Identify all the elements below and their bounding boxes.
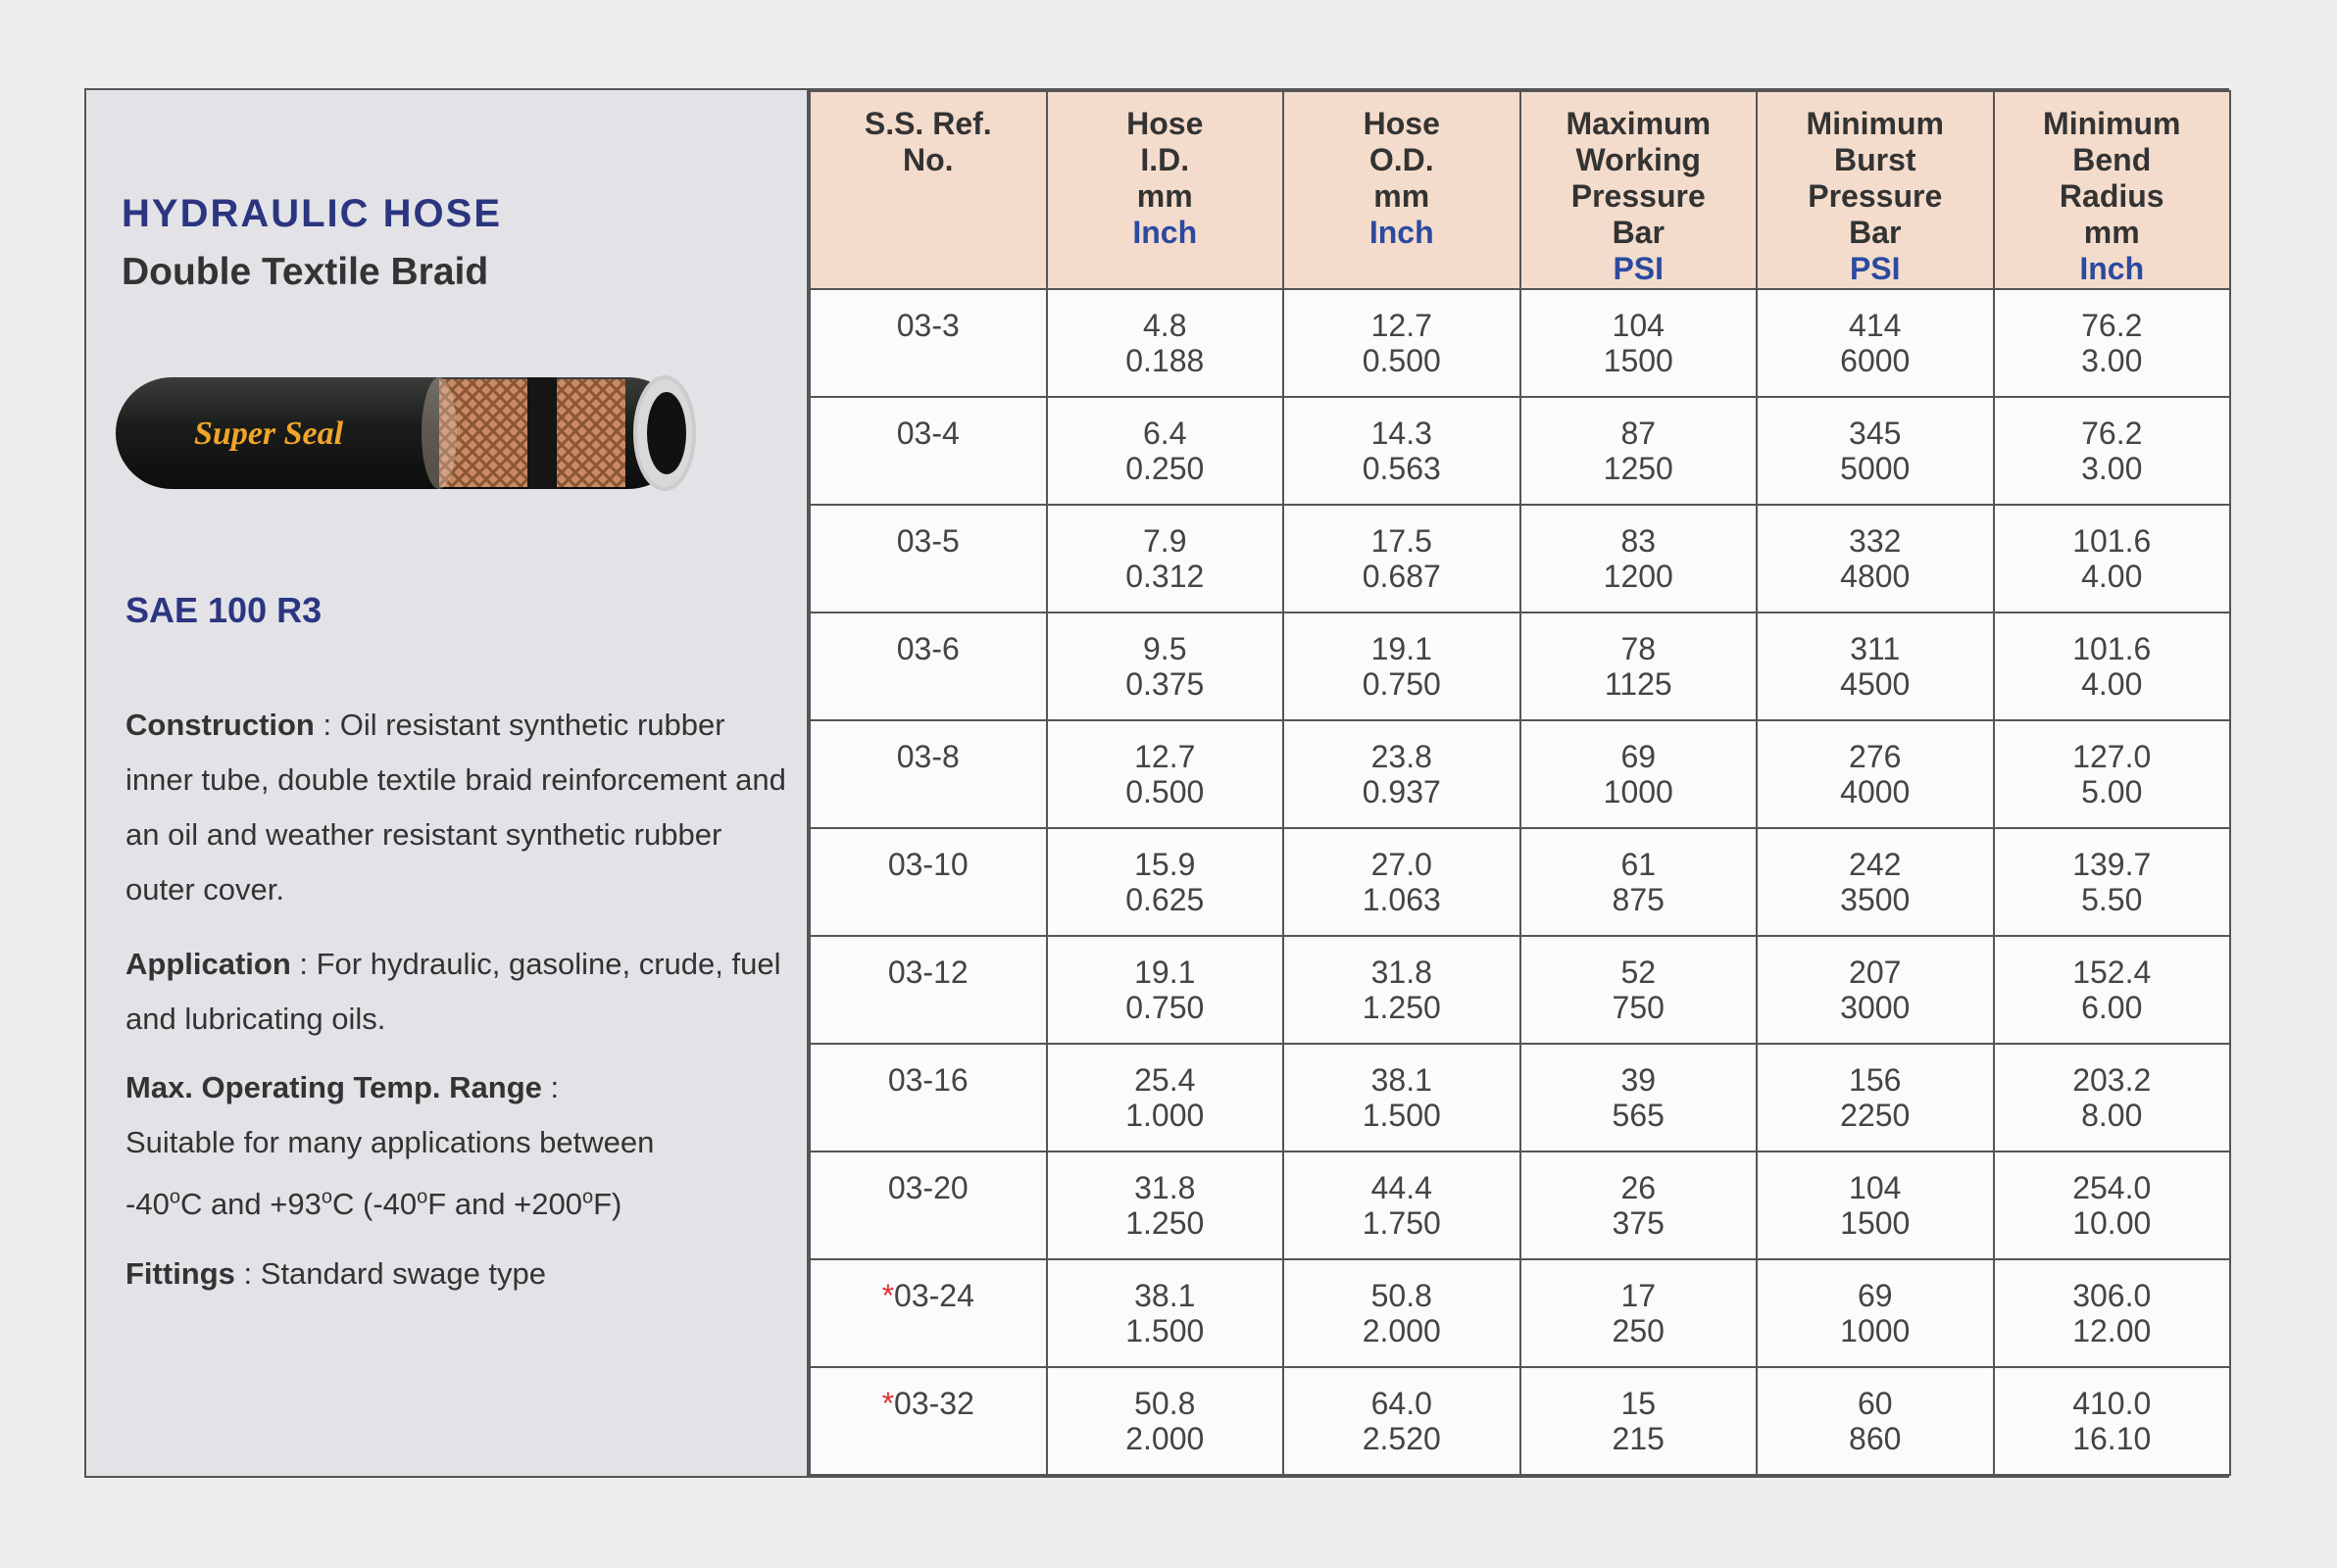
cell-hose-od [1283, 1044, 1520, 1152]
imperial-value: 1500 [1840, 1205, 1911, 1241]
table-row [810, 397, 2230, 505]
cell-hose-od [1283, 1152, 1520, 1259]
metric-value: 414 [1849, 308, 1902, 343]
imperial-value: 5000 [1840, 451, 1911, 486]
cell-hose-od [1283, 828, 1520, 936]
cell-ref [810, 397, 1047, 505]
cell-hose-id [1047, 1152, 1284, 1259]
imperial-value: 750 [1612, 990, 1665, 1025]
ref-value: 03-4 [896, 416, 960, 451]
imperial-value: 1500 [1603, 343, 1673, 378]
imperial-value: 1200 [1603, 559, 1673, 594]
table-row [810, 1259, 2230, 1367]
cell-bend-radius [1994, 289, 2231, 397]
header-line: O.D. [1368, 142, 1434, 177]
cell-bend-radius [1994, 828, 2231, 936]
metric-value: 38.1 [1134, 1278, 1196, 1313]
ref-value: 03-8 [896, 739, 960, 774]
metric-value: 83 [1620, 523, 1657, 559]
cell-working-pressure [1520, 289, 1758, 397]
metric-value: 15 [1620, 1386, 1657, 1421]
imperial-value: 0.750 [1125, 990, 1205, 1025]
metric-value: 127.0 [2072, 739, 2152, 774]
fittings-text: Standard swage type [260, 1256, 547, 1291]
metric-value: 14.3 [1370, 416, 1432, 451]
cell-burst-pressure [1757, 1044, 1994, 1152]
header-line: mm [1373, 178, 1430, 214]
imperial-value: 10.00 [2072, 1205, 2152, 1241]
metric-value: 69 [1620, 739, 1657, 774]
imperial-value: 12.00 [2072, 1313, 2152, 1348]
imperial-value: 2250 [1840, 1098, 1911, 1133]
header-line: mm [2083, 215, 2140, 250]
cell-working-pressure [1520, 397, 1758, 505]
metric-value: 101.6 [2072, 631, 2152, 666]
cell-bend-radius [1994, 720, 2231, 828]
cell-bend-radius [1994, 1044, 2231, 1152]
cell-hose-id [1047, 1367, 1284, 1475]
header-line: Pressure [1570, 178, 1706, 214]
cell-hose-id [1047, 1259, 1284, 1367]
metric-value: 31.8 [1134, 1170, 1196, 1205]
header-unit: PSI [1849, 251, 1901, 286]
header-line: Minimum [2043, 106, 2181, 141]
metric-value: 19.1 [1134, 955, 1196, 990]
table-header-row [810, 91, 2230, 289]
cell-working-pressure [1520, 828, 1758, 936]
cell-burst-pressure [1757, 612, 1994, 720]
cell-burst-pressure [1757, 1259, 1994, 1367]
imperial-value: 0.937 [1362, 774, 1441, 809]
cell-burst-pressure [1757, 828, 1994, 936]
header-line: Working [1575, 142, 1701, 177]
header-hose-id [1047, 91, 1284, 289]
imperial-value: 1000 [1840, 1313, 1911, 1348]
application-label: Application [125, 947, 291, 981]
cell-working-pressure [1520, 720, 1758, 828]
ref-value: 03-32 [894, 1386, 974, 1421]
cell-hose-od [1283, 720, 1520, 828]
cell-hose-od [1283, 505, 1520, 612]
construction-label: Construction [125, 708, 315, 742]
table-row [810, 612, 2230, 720]
cell-ref [810, 1152, 1047, 1259]
header-line: Bar [1849, 215, 1902, 250]
imperial-value: 4.00 [2081, 666, 2143, 702]
metric-value: 101.6 [2072, 523, 2152, 559]
product-subtitle: Double Textile Braid [122, 251, 489, 293]
imperial-value: 5.50 [2081, 882, 2143, 917]
header-bend-radius [1994, 91, 2231, 289]
metric-value: 6.4 [1143, 416, 1187, 451]
cell-burst-pressure [1757, 1152, 1994, 1259]
cell-ref [810, 936, 1047, 1044]
metric-value: 23.8 [1370, 739, 1432, 774]
cell-bend-radius [1994, 397, 2231, 505]
ref-value: 03-5 [896, 523, 960, 559]
metric-value: 332 [1849, 523, 1902, 559]
header-unit: Inch [1368, 215, 1434, 250]
metric-value: 31.8 [1370, 955, 1432, 990]
header-line: Hose [1126, 106, 1204, 141]
header-line: Hose [1363, 106, 1440, 141]
metric-value: 15.9 [1134, 847, 1196, 882]
header-burst-pressure [1757, 91, 1994, 289]
spec-sheet [84, 88, 2229, 1478]
header-hose-od [1283, 91, 1520, 289]
cell-ref [810, 505, 1047, 612]
metric-value: 311 [1850, 631, 1901, 666]
cell-working-pressure [1520, 1152, 1758, 1259]
cell-working-pressure [1520, 1259, 1758, 1367]
metric-value: 410.0 [2072, 1386, 2152, 1421]
temp-text: Suitable for many applications between [125, 1125, 655, 1159]
imperial-value: 0.500 [1125, 774, 1205, 809]
imperial-value: 6.00 [2081, 990, 2143, 1025]
construction-text: Oil resistant synthetic rubber inner tube, double textile braid reinforcement and an oil and weather resistant synthetic rubber outer cover. [125, 708, 786, 906]
imperial-value: 1125 [1604, 666, 1672, 702]
ref-value: 03-6 [896, 631, 960, 666]
imperial-value: 6000 [1840, 343, 1911, 378]
cell-hose-id [1047, 612, 1284, 720]
ref-value: 03-20 [887, 1170, 969, 1205]
ref-value: 03-10 [887, 847, 969, 882]
imperial-value: 1250 [1603, 451, 1673, 486]
metric-value: 52 [1620, 955, 1657, 990]
cell-ref [810, 1259, 1047, 1367]
ref-value: 03-3 [896, 308, 960, 343]
hose-image [116, 369, 704, 497]
temp-range: -40$^o$C and $+93^oC$ (-40$^o$F and $+200^oF$) [125, 1187, 622, 1222]
spec-table [809, 90, 2231, 1476]
header-line: Pressure [1808, 178, 1943, 214]
imperial-value: 565 [1612, 1098, 1665, 1133]
metric-value: 61 [1620, 847, 1657, 882]
cell-ref [810, 1044, 1047, 1152]
imperial-value: 8.00 [2081, 1098, 2143, 1133]
imperial-value: 875 [1612, 882, 1665, 917]
ref-value: 03-12 [887, 955, 969, 990]
metric-value: 104 [1849, 1170, 1902, 1205]
header-line: Bar [1612, 215, 1665, 250]
table-row [810, 720, 2230, 828]
imperial-value: 2.520 [1362, 1421, 1441, 1456]
metric-value: 78 [1620, 631, 1657, 666]
cell-ref [810, 1367, 1047, 1475]
cell-bend-radius [1994, 1367, 2231, 1475]
cell-hose-od [1283, 936, 1520, 1044]
table-row [810, 1367, 2230, 1475]
metric-value: 104 [1612, 308, 1665, 343]
metric-value: 44.4 [1370, 1170, 1432, 1205]
header-ref [810, 91, 1047, 289]
imperial-value: 1.500 [1362, 1098, 1441, 1133]
cell-burst-pressure [1757, 720, 1994, 828]
table-row [810, 505, 2230, 612]
table-row [810, 1152, 2230, 1259]
metric-value: 7.9 [1143, 523, 1187, 559]
imperial-value: 375 [1612, 1205, 1665, 1241]
metric-value: 152.4 [2072, 955, 2152, 990]
cell-hose-id [1047, 505, 1284, 612]
header-line: Bend [2072, 142, 2152, 177]
header-line: No. [902, 142, 954, 177]
imperial-value: 1.250 [1125, 1205, 1205, 1241]
cell-working-pressure [1520, 1367, 1758, 1475]
metric-value: 207 [1849, 955, 1902, 990]
imperial-value: 1000 [1603, 774, 1673, 809]
cell-working-pressure [1520, 612, 1758, 720]
spec-table-container [807, 90, 2231, 1476]
cell-hose-od [1283, 1259, 1520, 1367]
imperial-value: 2.000 [1362, 1313, 1441, 1348]
metric-value: 242 [1849, 847, 1902, 882]
imperial-value: 0.563 [1362, 451, 1441, 486]
table-row [810, 936, 2230, 1044]
metric-value: 87 [1620, 416, 1657, 451]
cell-bend-radius [1994, 505, 2231, 612]
imperial-value: 3500 [1840, 882, 1911, 917]
metric-value: 139.7 [2072, 847, 2152, 882]
cell-working-pressure [1520, 505, 1758, 612]
temp-paragraph: Max. Operating Temp. Range : Suitable for many applications between -40$^o$C and $+93^oC$ (-40$^o$F and $+200^oF$) [125, 1070, 655, 1222]
cell-ref [810, 828, 1047, 936]
cell-bend-radius [1994, 1259, 2231, 1367]
imperial-value: 16.10 [2072, 1421, 2152, 1456]
imperial-value: 4000 [1840, 774, 1911, 809]
imperial-value: 0.500 [1362, 343, 1441, 378]
metric-value: 12.7 [1134, 739, 1196, 774]
note-star: * [881, 1386, 895, 1421]
imperial-value: 0.312 [1125, 559, 1205, 594]
imperial-value: 4800 [1840, 559, 1911, 594]
header-line: Radius [2059, 178, 2164, 214]
imperial-value: 250 [1612, 1313, 1665, 1348]
header-line: Burst [1833, 142, 1916, 177]
metric-value: 60 [1857, 1386, 1893, 1421]
cell-hose-id [1047, 936, 1284, 1044]
header-unit: PSI [1613, 251, 1665, 286]
cell-hose-id [1047, 828, 1284, 936]
cell-ref [810, 720, 1047, 828]
imperial-value: 1.000 [1125, 1098, 1205, 1133]
imperial-value: 0.625 [1125, 882, 1205, 917]
cell-burst-pressure [1757, 505, 1994, 612]
imperial-value: 2.000 [1125, 1421, 1205, 1456]
imperial-value: 3.00 [2081, 451, 2143, 486]
ref-value: 03-16 [887, 1062, 969, 1098]
imperial-value: 0.188 [1125, 343, 1205, 378]
standard-label: SAE 100 R3 [125, 590, 323, 630]
imperial-value: 4500 [1840, 666, 1911, 702]
cell-working-pressure [1520, 1044, 1758, 1152]
metric-value: 345 [1849, 416, 1902, 451]
imperial-value: 0.750 [1362, 666, 1441, 702]
metric-value: 27.0 [1370, 847, 1432, 882]
info-panel [86, 90, 807, 1476]
metric-value: 19.1 [1370, 631, 1432, 666]
metric-value: 156 [1849, 1062, 1902, 1098]
metric-value: 39 [1620, 1062, 1657, 1098]
cell-hose-od [1283, 289, 1520, 397]
construction-paragraph: Construction : Oil resistant synthetic rubber inner tube, double textile braid reinforcement and an oil and weather resistant synthetic rubber outer cover. [125, 708, 786, 906]
cell-hose-id [1047, 289, 1284, 397]
metric-value: 76.2 [2081, 308, 2143, 343]
metric-value: 26 [1620, 1170, 1657, 1205]
table-row [810, 1044, 2230, 1152]
header-unit: Inch [2079, 251, 2145, 286]
cell-burst-pressure [1757, 397, 1994, 505]
note-star: * [881, 1278, 895, 1313]
metric-value: 254.0 [2072, 1170, 2152, 1205]
header-line: Minimum [1806, 106, 1944, 141]
fittings-paragraph: Fittings : Standard swage type [125, 1256, 547, 1291]
cell-burst-pressure [1757, 289, 1994, 397]
fittings-label: Fittings [125, 1256, 235, 1291]
metric-value: 38.1 [1370, 1062, 1432, 1098]
metric-value: 9.5 [1143, 631, 1187, 666]
metric-value: 306.0 [2072, 1278, 2152, 1313]
imperial-value: 3000 [1840, 990, 1911, 1025]
imperial-value: 215 [1612, 1421, 1665, 1456]
metric-value: 12.7 [1370, 308, 1432, 343]
header-line: mm [1136, 178, 1193, 214]
product-title: HYDRAULIC HOSE [122, 192, 503, 235]
metric-value: 276 [1849, 739, 1902, 774]
cell-ref [810, 612, 1047, 720]
metric-value: 203.2 [2072, 1062, 2152, 1098]
imperial-value: 3.00 [2081, 343, 2143, 378]
metric-value: 17.5 [1370, 523, 1432, 559]
imperial-value: 1.500 [1125, 1313, 1205, 1348]
cell-ref [810, 289, 1047, 397]
cell-burst-pressure [1757, 936, 1994, 1044]
cell-hose-od [1283, 397, 1520, 505]
table-row [810, 828, 2230, 936]
temp-label: Max. Operating Temp. Range [125, 1070, 542, 1104]
imperial-value: 0.250 [1125, 451, 1205, 486]
header-working-pressure [1520, 91, 1758, 289]
imperial-value: 0.375 [1125, 666, 1205, 702]
table-row [810, 289, 2230, 397]
cell-hose-od [1283, 1367, 1520, 1475]
cell-working-pressure [1520, 936, 1758, 1044]
metric-value: 69 [1857, 1278, 1893, 1313]
imperial-value: 1.750 [1362, 1205, 1441, 1241]
cell-hose-id [1047, 720, 1284, 828]
brand-logo: Super Seal [194, 416, 344, 452]
imperial-value: 4.00 [2081, 559, 2143, 594]
application-text: For hydraulic, gasoline, crude, fuel and lubricating oils. [125, 947, 781, 1036]
ref-value: 03-24 [894, 1278, 974, 1313]
cell-bend-radius [1994, 612, 2231, 720]
header-unit: Inch [1132, 215, 1198, 250]
metric-value: 50.8 [1134, 1386, 1196, 1421]
imperial-value: 1.063 [1362, 882, 1441, 917]
metric-value: 4.8 [1143, 308, 1187, 343]
application-paragraph: Application : For hydraulic, gasoline, crude, fuel and lubricating oils. [125, 947, 781, 1036]
header-line: S.S. Ref. [864, 106, 992, 141]
cell-hose-id [1047, 1044, 1284, 1152]
metric-value: 64.0 [1370, 1386, 1432, 1421]
imperial-value: 1.250 [1362, 990, 1441, 1025]
cell-hose-od [1283, 612, 1520, 720]
metric-value: 50.8 [1370, 1278, 1432, 1313]
metric-value: 17 [1620, 1278, 1657, 1313]
header-line: Maximum [1566, 106, 1712, 141]
imperial-value: 0.687 [1362, 559, 1441, 594]
cell-bend-radius [1994, 1152, 2231, 1259]
header-line: I.D. [1140, 142, 1190, 177]
cell-burst-pressure [1757, 1367, 1994, 1475]
imperial-value: 5.00 [2081, 774, 2143, 809]
metric-value: 76.2 [2081, 416, 2143, 451]
cell-bend-radius [1994, 936, 2231, 1044]
metric-value: 25.4 [1134, 1062, 1196, 1098]
cell-hose-id [1047, 397, 1284, 505]
imperial-value: 860 [1849, 1421, 1902, 1456]
